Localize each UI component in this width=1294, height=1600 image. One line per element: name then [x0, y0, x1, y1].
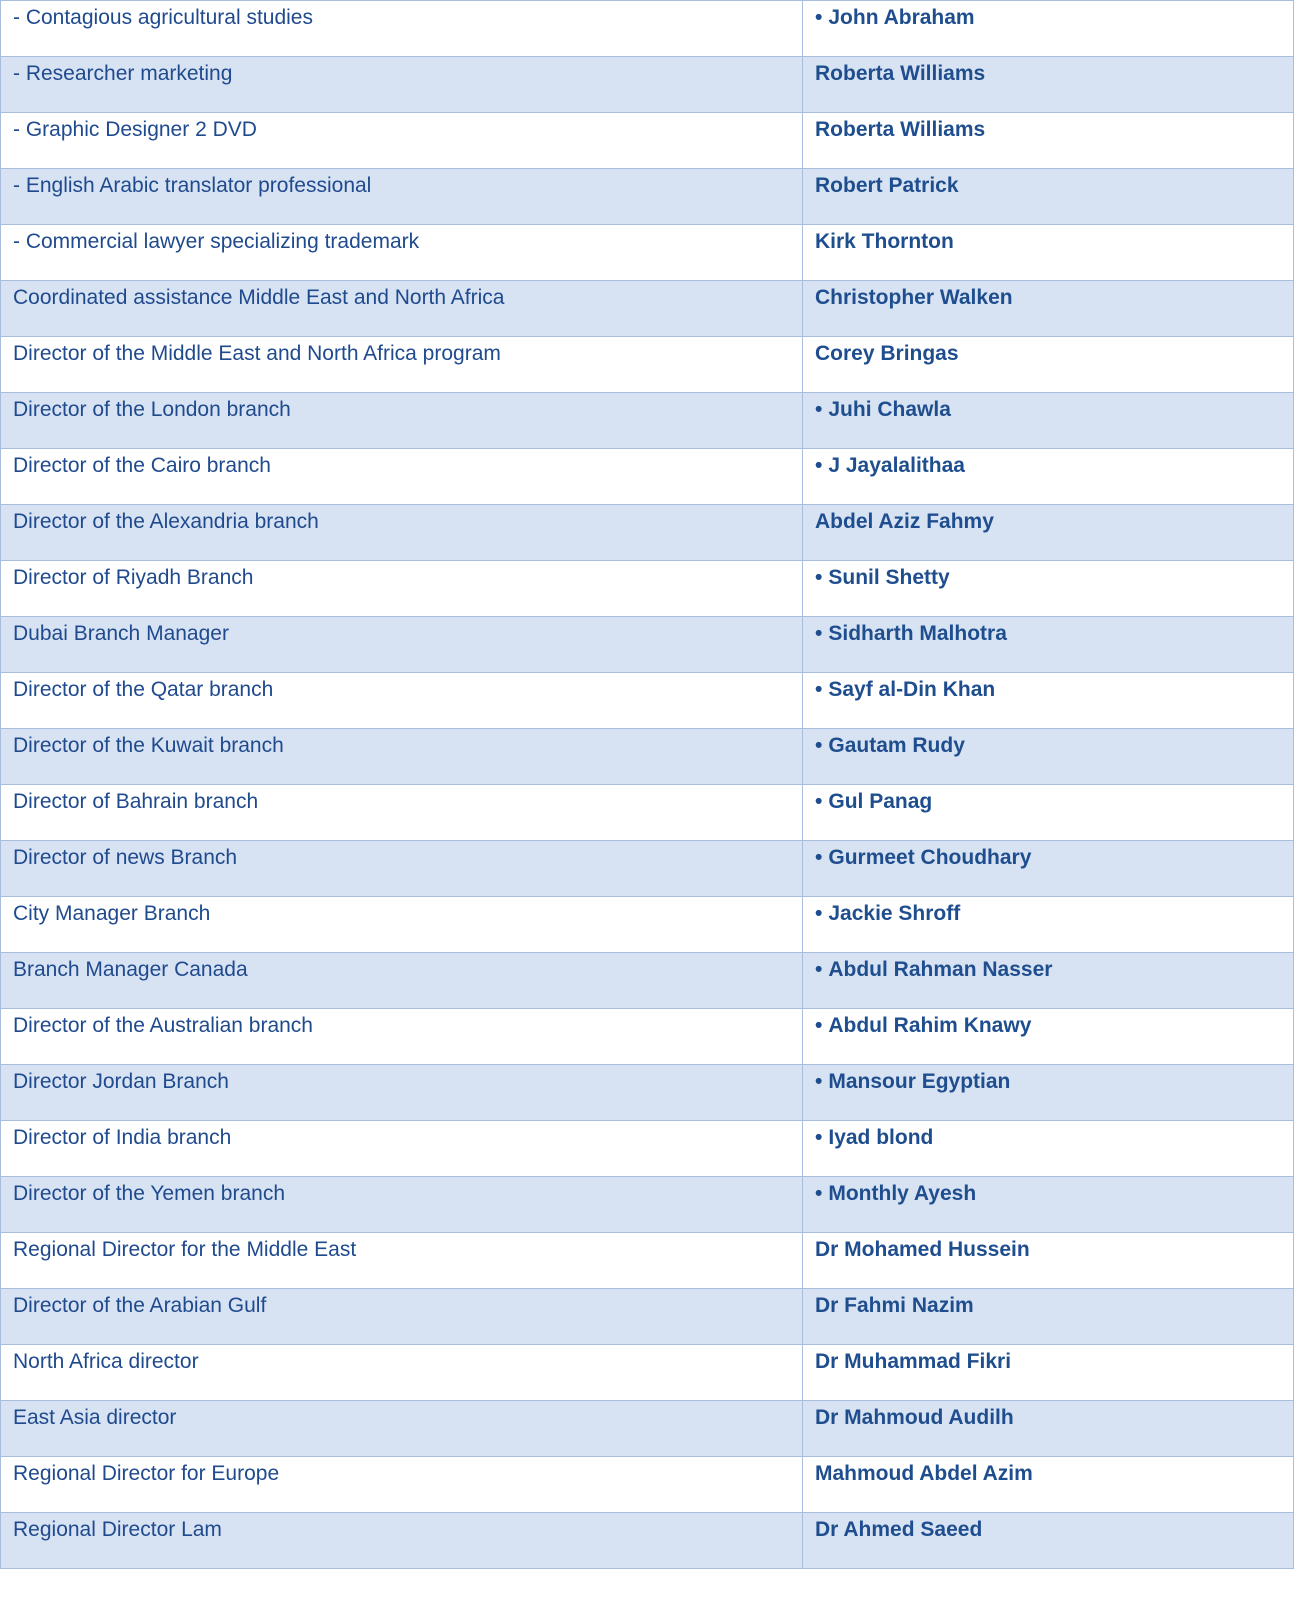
- role-text: - English Arabic translator professional: [13, 174, 372, 197]
- role-cell: [1, 1121, 803, 1177]
- role-text: Regional Director for the Middle East: [13, 1238, 357, 1261]
- role-cell: [1, 1177, 803, 1233]
- name-cell: [803, 841, 1294, 897]
- role-cell: [1, 953, 803, 1009]
- role-cell: [1, 169, 803, 225]
- person-name: Iyad blond: [828, 1126, 934, 1149]
- name-wrapper: [803, 449, 1293, 479]
- person-name: Roberta Williams: [815, 118, 986, 141]
- name-cell: [803, 617, 1294, 673]
- role-text: Director of the Alexandria branch: [13, 510, 319, 533]
- table-row: [1, 1457, 1294, 1513]
- name-cell: [803, 449, 1294, 505]
- bullet-icon: •: [815, 1126, 823, 1149]
- name-wrapper: [803, 1345, 1293, 1375]
- bullet-icon: •: [815, 622, 823, 645]
- bullet-icon: •: [815, 846, 823, 869]
- name-cell: [803, 1401, 1294, 1457]
- name-wrapper: [803, 1, 1293, 31]
- name-wrapper: [803, 1121, 1293, 1151]
- role-cell: [1, 1289, 803, 1345]
- name-wrapper: [803, 1065, 1293, 1095]
- bullet-icon: •: [815, 1014, 823, 1037]
- person-name: Gul Panag: [828, 790, 933, 813]
- person-name: Dr Fahmi Nazim: [815, 1294, 974, 1317]
- role-text: City Manager Branch: [13, 902, 211, 925]
- name-cell: [803, 729, 1294, 785]
- name-wrapper: [803, 1177, 1293, 1207]
- person-name: Dr Mahmoud Audilh: [815, 1406, 1014, 1429]
- person-name: Dr Mohamed Hussein: [815, 1238, 1030, 1261]
- name-cell: [803, 1457, 1294, 1513]
- role-text: - Commercial lawyer specializing trademark: [13, 230, 420, 253]
- person-name: Mansour Egyptian: [828, 1070, 1011, 1093]
- bullet-icon: •: [815, 1070, 823, 1093]
- name-wrapper: [803, 561, 1293, 591]
- role-cell: [1, 1, 803, 57]
- role-cell: [1, 113, 803, 169]
- role-cell: [1, 785, 803, 841]
- name-cell: [803, 1065, 1294, 1121]
- table-body: [1, 1, 1294, 1569]
- name-cell: [803, 953, 1294, 1009]
- name-cell: [803, 113, 1294, 169]
- table-row: [1, 169, 1294, 225]
- table-row: [1, 1513, 1294, 1569]
- name-wrapper: [803, 785, 1293, 815]
- name-wrapper: [803, 393, 1293, 423]
- person-name: Kirk Thornton: [815, 230, 954, 253]
- role-text: Director of news Branch: [13, 846, 238, 869]
- table-row: [1, 225, 1294, 281]
- role-text: - Researcher marketing: [13, 62, 233, 85]
- role-cell: [1, 449, 803, 505]
- name-wrapper: [803, 505, 1293, 535]
- bullet-icon: •: [815, 902, 823, 925]
- person-name: J Jayalalithaa: [828, 454, 965, 477]
- role-cell: [1, 281, 803, 337]
- table-row: [1, 617, 1294, 673]
- role-text: Director of the Yemen branch: [13, 1182, 285, 1205]
- table-row: [1, 1009, 1294, 1065]
- name-cell: [803, 673, 1294, 729]
- person-name: Juhi Chawla: [828, 398, 951, 421]
- role-text: Director of Bahrain branch: [13, 790, 259, 813]
- role-text: Director of India branch: [13, 1126, 232, 1149]
- name-wrapper: [803, 113, 1293, 143]
- name-cell: [803, 1, 1294, 57]
- name-wrapper: [803, 617, 1293, 647]
- role-cell: [1, 1401, 803, 1457]
- role-cell: [1, 673, 803, 729]
- name-cell: [803, 1289, 1294, 1345]
- name-wrapper: [803, 953, 1293, 983]
- role-cell: [1, 897, 803, 953]
- name-cell: [803, 1009, 1294, 1065]
- name-cell: [803, 1233, 1294, 1289]
- name-cell: [803, 393, 1294, 449]
- role-cell: [1, 1513, 803, 1569]
- bullet-icon: •: [815, 1182, 823, 1205]
- bullet-icon: •: [815, 398, 823, 421]
- name-cell: [803, 785, 1294, 841]
- role-cell: [1, 561, 803, 617]
- person-name: Abdul Rahman Nasser: [828, 958, 1053, 981]
- table-row: [1, 953, 1294, 1009]
- table-row: [1, 1065, 1294, 1121]
- person-name: Monthly Ayesh: [828, 1182, 977, 1205]
- role-text: Director of the Middle East and North Africa program: [13, 342, 501, 365]
- role-cell: [1, 337, 803, 393]
- name-wrapper: [803, 1401, 1293, 1431]
- role-text: Director Jordan Branch: [13, 1070, 229, 1093]
- role-text: - Graphic Designer 2 DVD: [13, 118, 257, 141]
- name-wrapper: [803, 337, 1293, 367]
- name-cell: [803, 169, 1294, 225]
- name-wrapper: [803, 1289, 1293, 1319]
- role-cell: [1, 1457, 803, 1513]
- person-name: Mahmoud Abdel Azim: [815, 1462, 1033, 1485]
- name-wrapper: [803, 729, 1293, 759]
- role-cell: [1, 841, 803, 897]
- person-name: Abdul Rahim Knawy: [828, 1014, 1032, 1037]
- name-wrapper: [803, 841, 1293, 871]
- table-row: [1, 729, 1294, 785]
- role-cell: [1, 393, 803, 449]
- role-cell: [1, 1065, 803, 1121]
- role-text: Director of the Cairo branch: [13, 454, 271, 477]
- person-name: Jackie Shroff: [828, 902, 961, 925]
- person-name: Gautam Rudy: [828, 734, 965, 757]
- role-cell: [1, 1345, 803, 1401]
- person-name: Dr Muhammad Fikri: [815, 1350, 1012, 1373]
- role-text: Director of the London branch: [13, 398, 291, 421]
- name-wrapper: [803, 897, 1293, 927]
- role-cell: [1, 505, 803, 561]
- person-name: John Abraham: [828, 6, 975, 29]
- table-row: [1, 1121, 1294, 1177]
- name-cell: [803, 1345, 1294, 1401]
- bullet-icon: •: [815, 734, 823, 757]
- table-row: [1, 57, 1294, 113]
- table-row: [1, 1233, 1294, 1289]
- name-cell: [803, 57, 1294, 113]
- table-row: [1, 449, 1294, 505]
- bullet-icon: •: [815, 6, 823, 29]
- bullet-icon: •: [815, 566, 823, 589]
- name-cell: [803, 897, 1294, 953]
- person-name: Abdel Aziz Fahmy: [815, 510, 994, 533]
- role-cell: [1, 1009, 803, 1065]
- table-row: [1, 113, 1294, 169]
- role-cell: [1, 729, 803, 785]
- table-row: [1, 785, 1294, 841]
- role-text: East Asia director: [13, 1406, 177, 1429]
- role-text: - Contagious agricultural studies: [13, 6, 313, 29]
- role-text: Director of the Kuwait branch: [13, 734, 284, 757]
- person-name: Gurmeet Choudhary: [828, 846, 1032, 869]
- person-name: Robert Patrick: [815, 174, 959, 197]
- role-text: Dubai Branch Manager: [13, 622, 229, 645]
- role-cell: [1, 1233, 803, 1289]
- name-wrapper: [803, 1457, 1293, 1487]
- name-wrapper: [803, 281, 1293, 311]
- role-text: Director of Riyadh Branch: [13, 566, 254, 589]
- person-name: Corey Bringas: [815, 342, 959, 365]
- person-name: Christopher Walken: [815, 286, 1013, 309]
- role-cell: [1, 57, 803, 113]
- name-cell: [803, 505, 1294, 561]
- person-name: Sayf al-Din Khan: [828, 678, 996, 701]
- name-cell: [803, 1121, 1294, 1177]
- name-cell: [803, 561, 1294, 617]
- person-name: Dr Ahmed Saeed: [815, 1518, 983, 1541]
- table-row: [1, 1345, 1294, 1401]
- name-cell: [803, 225, 1294, 281]
- name-wrapper: [803, 169, 1293, 199]
- name-cell: [803, 337, 1294, 393]
- person-name: Roberta Williams: [815, 62, 986, 85]
- role-text: Regional Director for Europe: [13, 1462, 280, 1485]
- table-row: [1, 673, 1294, 729]
- role-text: Director of the Arabian Gulf: [13, 1294, 267, 1317]
- person-name: Sidharth Malhotra: [828, 622, 1007, 645]
- name-wrapper: [803, 1009, 1293, 1039]
- name-wrapper: [803, 1513, 1293, 1543]
- person-name: Sunil Shetty: [828, 566, 950, 589]
- table-row: [1, 841, 1294, 897]
- bullet-icon: •: [815, 958, 823, 981]
- table-row: [1, 561, 1294, 617]
- name-wrapper: [803, 225, 1293, 255]
- name-cell: [803, 281, 1294, 337]
- table-row: [1, 897, 1294, 953]
- table-row: [1, 337, 1294, 393]
- table-row: [1, 1177, 1294, 1233]
- role-cell: [1, 617, 803, 673]
- role-text: Branch Manager Canada: [13, 958, 248, 981]
- name-wrapper: [803, 673, 1293, 703]
- role-cell: [1, 225, 803, 281]
- role-text: Regional Director Lam: [13, 1518, 222, 1541]
- table-row: [1, 1289, 1294, 1345]
- table-row: [1, 393, 1294, 449]
- role-text: Coordinated assistance Middle East and North Africa: [13, 286, 505, 309]
- name-cell: [803, 1177, 1294, 1233]
- name-wrapper: [803, 57, 1293, 87]
- role-text: Director of the Australian branch: [13, 1014, 313, 1037]
- table-row: [1, 1401, 1294, 1457]
- name-wrapper: [803, 1233, 1293, 1263]
- table-row: [1, 1, 1294, 57]
- role-text: Director of the Qatar branch: [13, 678, 274, 701]
- bullet-icon: •: [815, 454, 823, 477]
- table-row: [1, 505, 1294, 561]
- bullet-icon: •: [815, 678, 823, 701]
- role-text: North Africa director: [13, 1350, 199, 1373]
- name-cell: [803, 1513, 1294, 1569]
- table-row: [1, 281, 1294, 337]
- bullet-icon: •: [815, 790, 823, 813]
